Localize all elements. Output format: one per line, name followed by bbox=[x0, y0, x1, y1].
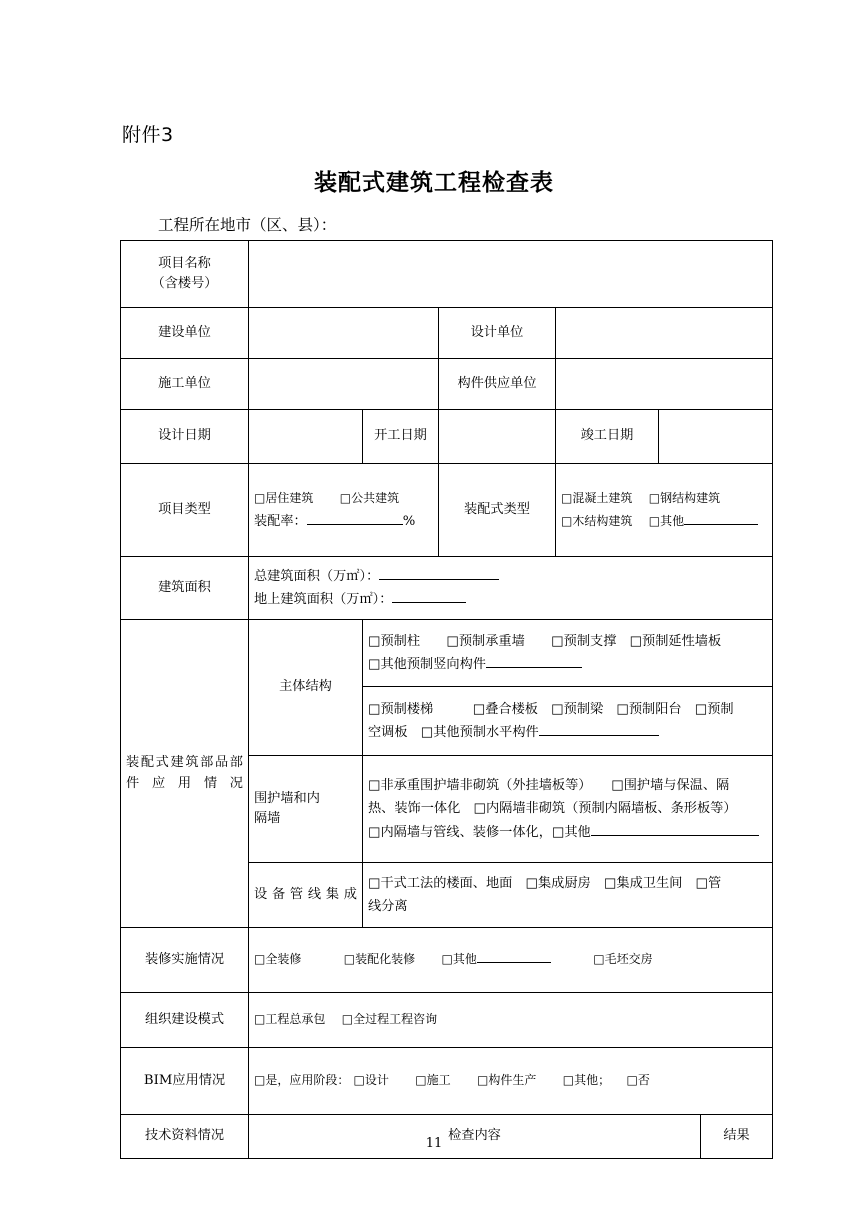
main-structure-vertical-line1[interactable]: □预制柱 □预制承重墙 □预制支撑 □预制延性墙板 bbox=[368, 633, 722, 649]
checkbox-bim-design[interactable]: □设计 bbox=[353, 1073, 389, 1088]
enclosure-label-line2: 隔墙 bbox=[254, 811, 281, 826]
components-section-label: 装配式建筑部品部件应用情况 bbox=[121, 620, 249, 928]
checkbox-other-building[interactable]: □其他 bbox=[648, 514, 685, 528]
enclosure-line2[interactable]: 热、装饰一体化 □内隔墙非砌筑（预制内隔墙板、条形板等） bbox=[368, 801, 737, 817]
checkbox-public-building[interactable]: □公共建筑 bbox=[339, 490, 400, 505]
checkbox-other-decoration[interactable]: □其他 bbox=[441, 952, 477, 967]
pipeline-line2[interactable]: 线分离 bbox=[368, 899, 408, 914]
completion-date-label: 竣工日期 bbox=[556, 410, 659, 464]
checkbox-rough-handover[interactable]: □毛坯交房 bbox=[593, 952, 653, 967]
contractor-unit-input[interactable] bbox=[249, 359, 439, 410]
table-row-project-name bbox=[121, 241, 773, 308]
contractor-unit-label: 施工单位 bbox=[121, 359, 249, 410]
table-row-bim bbox=[121, 1048, 773, 1115]
bim-label: BIM应用情况 bbox=[121, 1048, 249, 1115]
main-structure-vertical-other-input[interactable] bbox=[486, 667, 582, 668]
construction-unit-input[interactable] bbox=[249, 308, 439, 359]
checkbox-whole-process-consulting[interactable]: □全过程工程咨询 bbox=[341, 1012, 438, 1027]
project-name-input[interactable] bbox=[249, 241, 773, 308]
start-date-input[interactable] bbox=[439, 410, 556, 464]
technical-data-label: 技术资料情况 bbox=[121, 1115, 249, 1159]
completion-date-input[interactable] bbox=[659, 410, 773, 464]
prefab-rate-label: 装配率： bbox=[254, 514, 307, 529]
main-structure-vertical-options bbox=[363, 620, 773, 687]
inspection-form-table bbox=[120, 240, 773, 1159]
table-row-decoration bbox=[121, 928, 773, 993]
table-row-contractor-unit bbox=[121, 359, 773, 410]
project-name-label bbox=[121, 241, 249, 308]
above-ground-area-group bbox=[254, 592, 466, 607]
checkbox-bim-no[interactable]: □否 bbox=[626, 1073, 650, 1088]
project-type-label: 项目类型 bbox=[121, 464, 249, 557]
inspection-content-header: 检查内容 bbox=[249, 1115, 701, 1159]
enclosure-label-line1: 围护墙和内 bbox=[254, 790, 320, 806]
total-building-area-input[interactable] bbox=[379, 579, 499, 580]
result-header: 结果 bbox=[701, 1115, 773, 1159]
pipeline-label: 设备管线集成 bbox=[249, 863, 363, 928]
main-structure-horizontal-line1[interactable]: □预制楼梯 □叠合楼板 □预制梁 □预制阳台 □预制 bbox=[368, 701, 734, 717]
construction-unit-label: 建设单位 bbox=[121, 308, 249, 359]
checkbox-bim-construction[interactable]: □施工 bbox=[415, 1073, 451, 1088]
checkbox-full-decoration[interactable]: □全装修 bbox=[254, 952, 302, 967]
main-structure-horizontal-other-label[interactable]: 空调板 □其他预制水平构件 bbox=[368, 725, 539, 740]
above-ground-area-label: 地上建筑面积（万㎡）： bbox=[254, 592, 393, 607]
table-row-organization-mode bbox=[121, 993, 773, 1048]
main-structure-horizontal-options bbox=[363, 687, 773, 756]
other-building-input[interactable] bbox=[684, 524, 758, 525]
table-row-construction-unit bbox=[121, 308, 773, 359]
decoration-options bbox=[249, 928, 773, 993]
above-ground-area-input[interactable] bbox=[392, 602, 466, 603]
prefab-type-label: 装配式类型 bbox=[439, 464, 556, 557]
design-date-label: 设计日期 bbox=[121, 410, 249, 464]
enclosure-other-input[interactable] bbox=[591, 835, 759, 836]
design-date-input[interactable] bbox=[249, 410, 363, 464]
organization-label: 组织建设模式 bbox=[121, 993, 249, 1048]
locality-field-label: 工程所在地市（区、县）： bbox=[158, 216, 337, 234]
design-unit-label: 设计单位 bbox=[439, 308, 556, 359]
pipeline-options bbox=[363, 863, 773, 928]
prefab-rate-input[interactable] bbox=[307, 524, 403, 525]
enclosure-label bbox=[249, 756, 363, 863]
prefab-type-options bbox=[556, 464, 773, 557]
checkbox-steel-building[interactable]: □钢结构建筑 bbox=[648, 490, 721, 505]
component-supplier-label: 构件供应单位 bbox=[439, 359, 556, 410]
table-row-building-area bbox=[121, 557, 773, 620]
attachment-label: 附件3 bbox=[122, 124, 174, 146]
table-row-main-structure-vertical bbox=[121, 620, 773, 687]
total-building-area-label: 总建筑面积（万㎡）： bbox=[254, 568, 380, 584]
main-structure-label: 主体结构 bbox=[249, 620, 363, 756]
project-name-label-line1: 项目名称 bbox=[158, 255, 211, 271]
project-type-options bbox=[249, 464, 439, 557]
table-row-project-type bbox=[121, 464, 773, 557]
organization-options bbox=[249, 993, 773, 1048]
enclosure-options bbox=[363, 756, 773, 863]
pipeline-line1[interactable]: □干式工法的楼面、地面 □集成厨房 □集成卫生间 □管 bbox=[368, 875, 722, 891]
page-number: 11 bbox=[425, 1136, 443, 1151]
percent-sign: % bbox=[402, 514, 416, 529]
decoration-label: 装修实施情况 bbox=[121, 928, 249, 993]
building-area-fields bbox=[249, 557, 773, 620]
enclosure-line1[interactable]: □非承重围护墙非砌筑（外挂墙板等） □围护墙与保温、隔 bbox=[368, 778, 730, 794]
building-area-label: 建筑面积 bbox=[121, 557, 249, 620]
checkbox-bim-yes[interactable]: □是，应用阶段： bbox=[254, 1073, 350, 1088]
checkbox-residential-building[interactable]: □居住建筑 bbox=[254, 490, 314, 505]
table-row-dates bbox=[121, 410, 773, 464]
checkbox-assembled-decoration[interactable]: □装配化装修 bbox=[343, 952, 416, 967]
project-name-label-line2: （含楼号） bbox=[151, 276, 218, 291]
enclosure-other-label[interactable]: □内隔墙与管线、装修一体化，□其他 bbox=[368, 824, 591, 840]
other-decoration-input[interactable] bbox=[477, 962, 551, 963]
main-structure-horizontal-other-input[interactable] bbox=[539, 735, 659, 736]
component-supplier-input[interactable] bbox=[556, 359, 773, 410]
design-unit-input[interactable] bbox=[556, 308, 773, 359]
total-building-area-group bbox=[254, 569, 499, 584]
checkbox-general-contracting[interactable]: □工程总承包 bbox=[254, 1012, 326, 1027]
checkbox-bim-component-production[interactable]: □构件生产 bbox=[477, 1073, 537, 1088]
start-date-label: 开工日期 bbox=[363, 410, 439, 464]
checkbox-concrete-building[interactable]: □混凝土建筑 bbox=[561, 490, 633, 505]
checkbox-bim-other[interactable]: □其他； bbox=[562, 1073, 611, 1088]
page-title: 装配式建筑工程检查表 bbox=[314, 169, 554, 196]
checkbox-timber-building[interactable]: □木结构建筑 bbox=[561, 514, 633, 528]
bim-options bbox=[249, 1048, 773, 1115]
main-structure-vertical-other-label[interactable]: □其他预制竖向构件 bbox=[368, 657, 486, 672]
